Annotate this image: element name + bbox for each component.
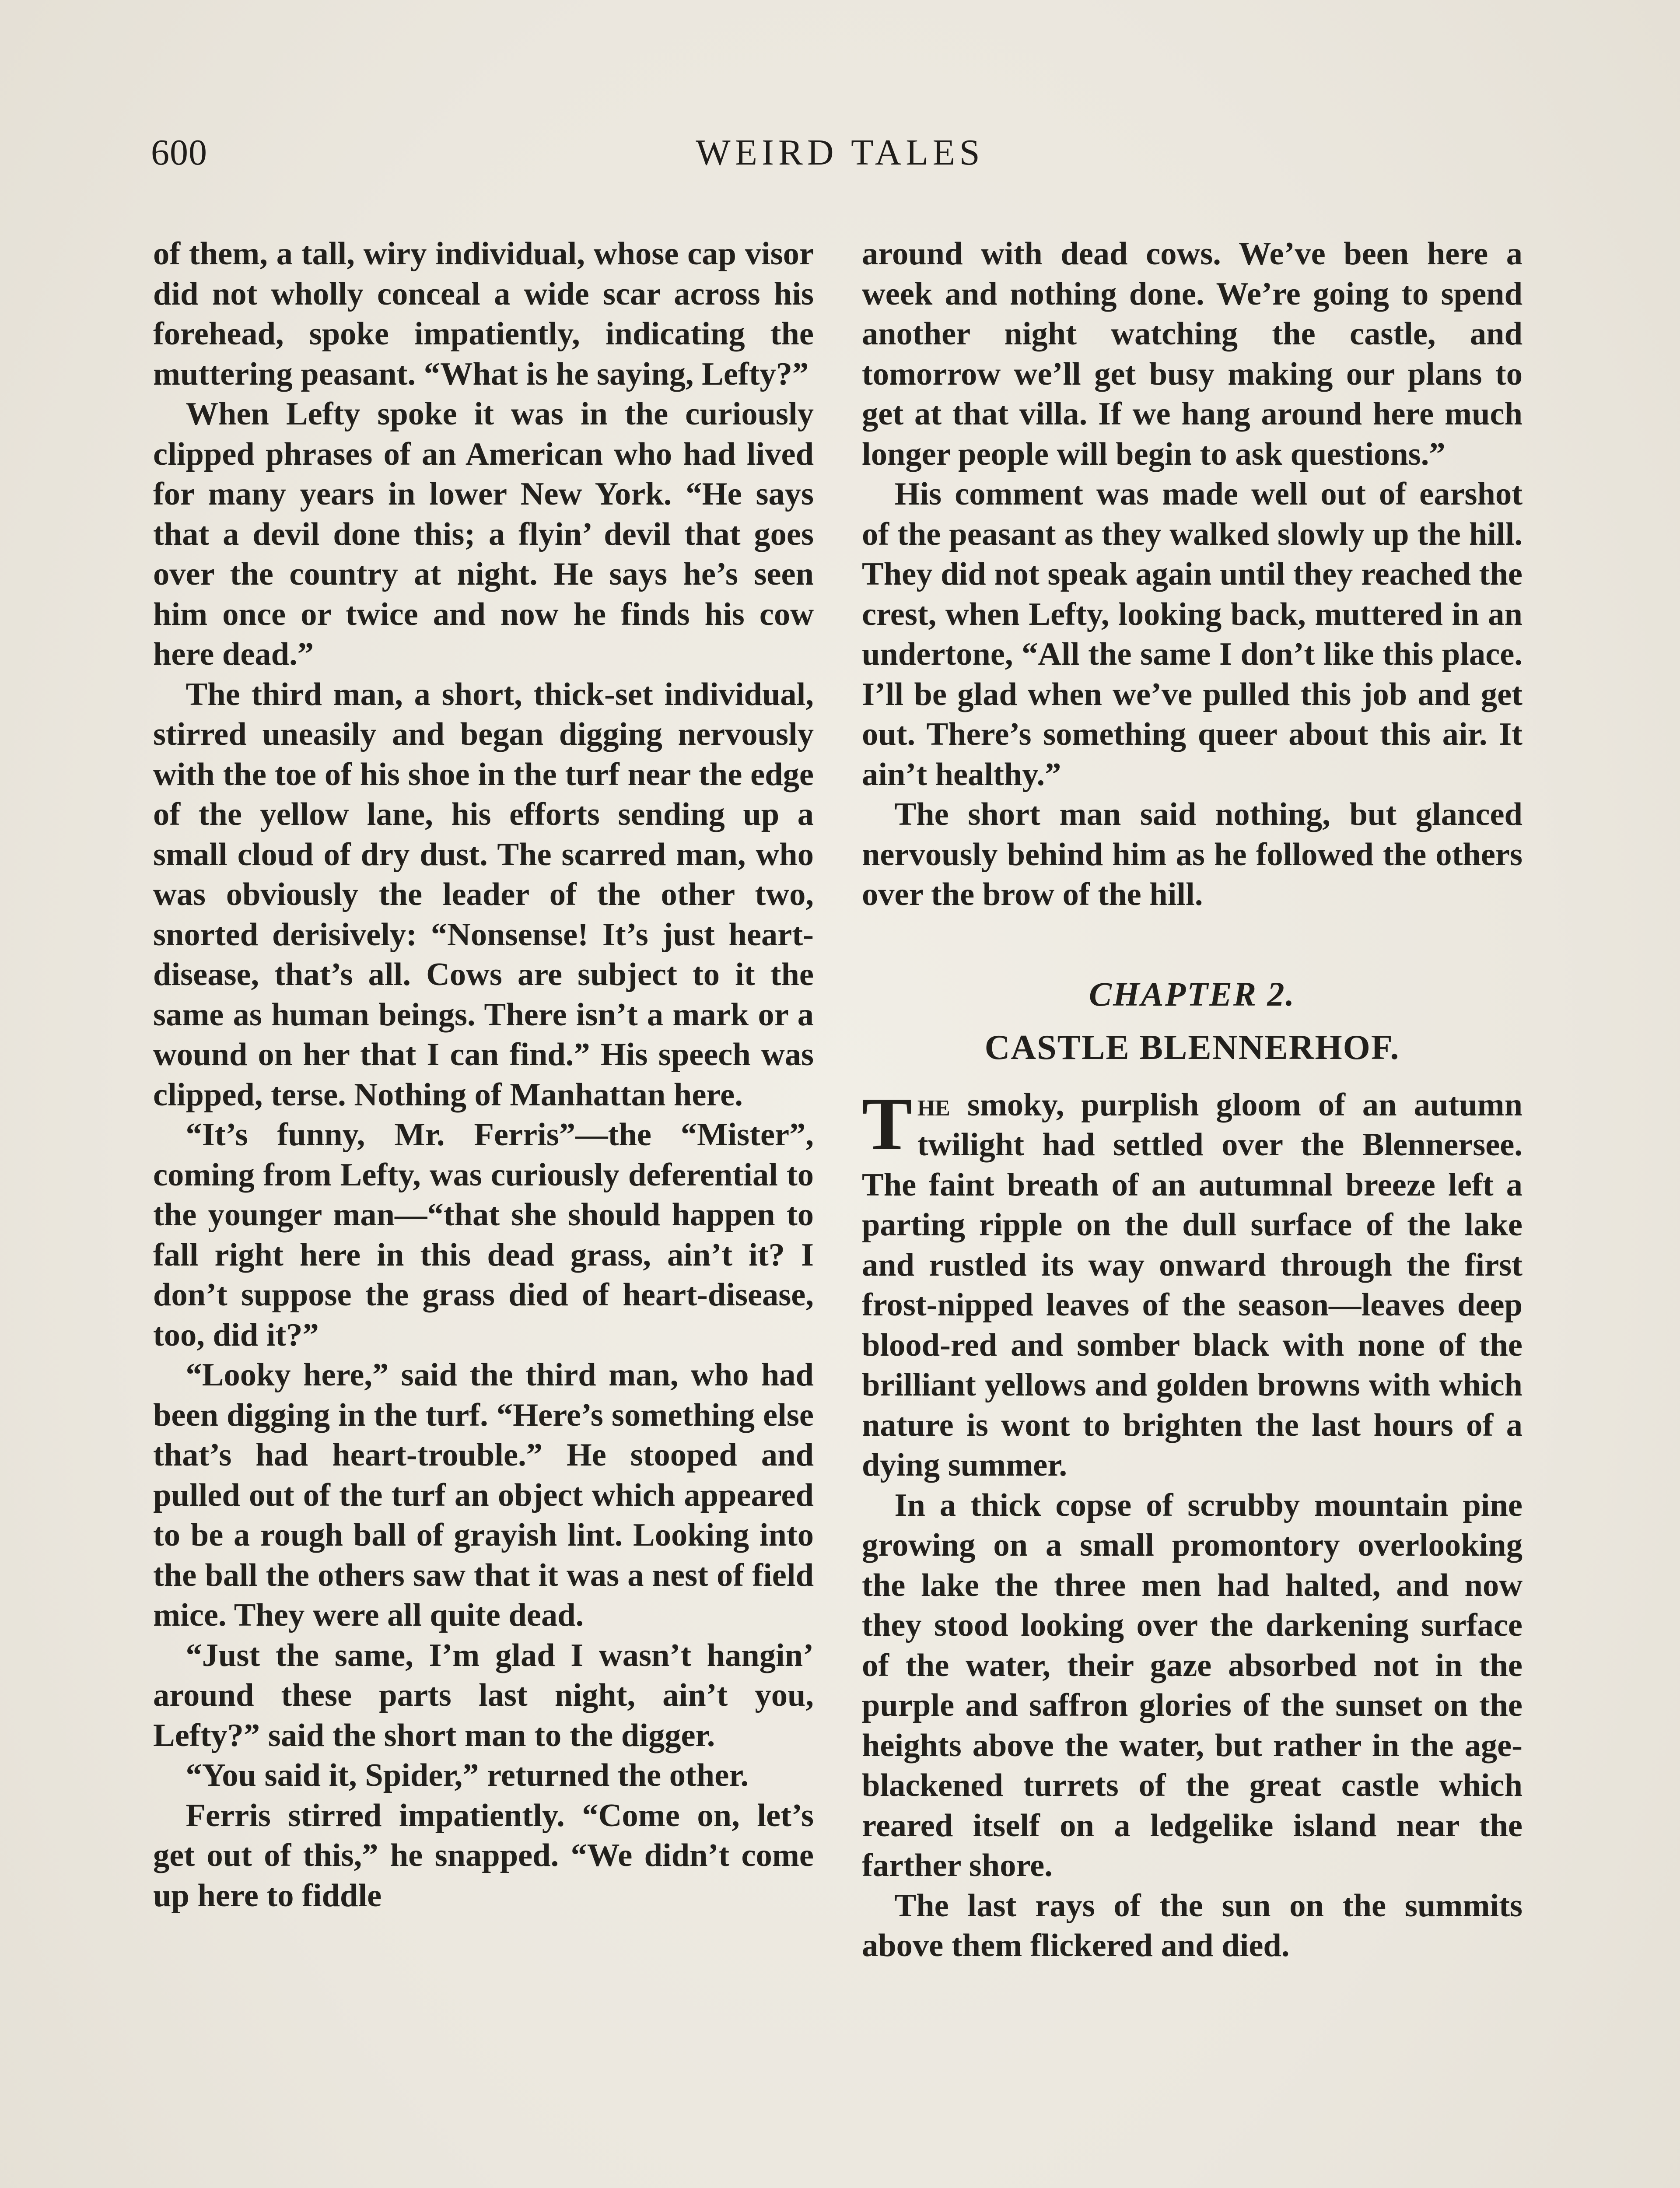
paragraph: “Just the same, I’m glad I wasn’t hangin’ around these parts last night, ain’t you, Lefty?” said the short man to the digger. (153, 1637, 814, 1753)
right-text-column (862, 234, 1522, 1966)
chapter-heading: CHAPTER 2. (1088, 975, 1296, 1013)
paragraph: The third man, a short, thick-set individual, stirred uneasily and began digging nervously with the toe of his shoe in the turf near the edge of the yellow lane, his efforts sending up a small cloud of dry dust. The scarred man, who was obviously the leader of the other two, snorted derisively: “Nonsense! It’s just heart-disease, that’s all. Cows are subject to it the same as human beings. There isn’t a mark or a wound on her that I can find.” His speech was clipped, terse. Nothing of Manhattan here. (153, 676, 814, 1113)
chapter-opening-paragraph (862, 1082, 1522, 1486)
drop-cap: T (862, 1082, 912, 1166)
paragraph: His comment was made well out of earshot of the peasant as they walked slowly up the hill. They did not speak again until they reached the crest, when Lefty, looking back, muttered in an undertone, “All the same I don’t like this place. I’ll be glad when we’ve pulled this job and get out. There’s something queer about this air. It ain’t healthy.” (862, 476, 1522, 792)
paragraph: Ferris stirred impatiently. “Come on, let’s get out of this,” he snapped. “We didn’t come up here to fiddle (153, 1797, 814, 1914)
chapter-title: CASTLE BLENNERHOF. (984, 1028, 1400, 1067)
opening-text: smoky, purplish gloom of an autumn twilight had settled over the Blennersee. The faint breath of an autumnal breeze left a parting ripple on the dull surface of the lake and rustled its way onward through the first frost-nipped leaves of the season—leaves deep blood-red and somber black with none of the brilliant yellows and golden browns with which nature is wont to brighten the last hours of a dying summer. (862, 1087, 1522, 1483)
paragraph: “Looky here,” said the third man, who had been digging in the turf. “Here’s something else that’s had heart-trouble.” He stooped and pulled out of the turf an object which appeared to be a rough ball of grayish lint. Looking into the ball the others saw that it was a nest of field mice. They were all quite dead. (153, 1357, 814, 1633)
paragraph: around with dead cows. We’ve been here a week and nothing done. We’re going to spend another night watching the castle, and tomorrow we’ll get busy making our plans to get at that villa. If we hang around here much longer people will begin to ask questions.” (862, 236, 1522, 472)
paragraph: When Lefty spoke it was in the curiously clipped phrases of an American who had lived for many years in lower New York. “He says that a devil done this; a flyin’ devil that goes over the country at night. He says he’s seen him once or twice and now he finds his cow here dead.” (153, 396, 814, 672)
page-number: 600 (151, 132, 207, 173)
paragraph: “It’s funny, Mr. Ferris”—the “Mister”, coming from Lefty, was curiously deferential to the younger man—“that she should happen to fall right here in this dead grass, ain’t it? I don’t suppose the grass died of heart-disease, too, did it?” (153, 1117, 814, 1353)
opening-small-caps: he (917, 1087, 950, 1123)
paragraph: In a thick copse of scrubby mountain pine growing on a small promontory overlooking the lake the three men had halted, and now they stood looking over the darkening surface of the water, their gaze absorbed not in the purple and saffron glories of the sunset on the heights above the water, but rather in the age-blackened turrets of the great castle which reared itself on a ledgelike island near the farther shore. (862, 1487, 1522, 1883)
paragraph: The last rays of the sun on the summits above them flickered and died. (862, 1887, 1522, 1964)
paragraph: “You said it, Spider,” returned the other. (186, 1757, 749, 1793)
page-header (151, 131, 1529, 179)
left-text-column (153, 234, 814, 1916)
paragraph: of them, a tall, wiry individual, whose cap visor did not wholly conceal a wide scar across his forehead, spoke impatiently, indicating the muttering peasant. “What is he saying, Lefty?” (153, 236, 814, 392)
running-title: WEIRD TALES (696, 132, 984, 173)
paragraph: The short man said nothing, but glanced nervously behind him as he followed the others over the brow of the hill. (862, 796, 1522, 912)
